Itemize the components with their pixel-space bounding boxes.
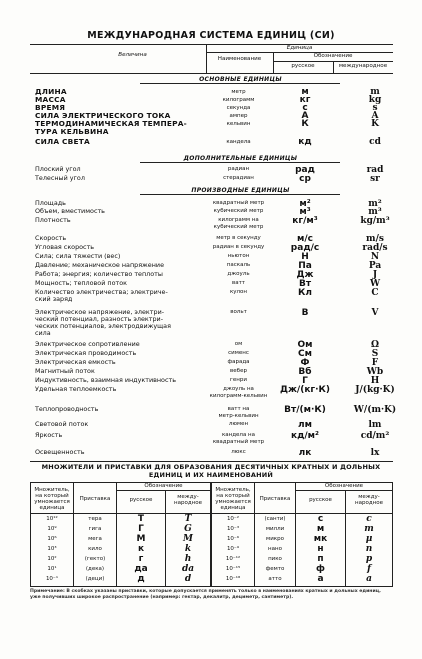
prefix-name: тера: [88, 516, 102, 522]
unit-symbol-russian: Па: [298, 261, 312, 271]
unit-name: секунда: [226, 105, 251, 111]
unit-name: кубический метр: [213, 208, 264, 214]
col-prefix-header: Приставка: [79, 496, 111, 502]
col-designation-header: Обозначение: [324, 483, 364, 489]
quantity-label: Теплопроводность: [35, 405, 99, 413]
table-bottom-border: [30, 461, 393, 462]
unit-name: сименс: [228, 350, 249, 356]
unit-symbol-russian: кг: [299, 95, 311, 105]
unit-name: килограмм на кубический метр: [213, 217, 264, 230]
multiplier-value: 10⁶: [47, 536, 57, 542]
quantity-label: Световой поток: [35, 420, 89, 428]
unit-name: ньютон: [227, 253, 250, 259]
multiplier-value: 10⁻¹²: [225, 556, 241, 562]
prefix-symbol-russian: а: [317, 574, 324, 584]
prefix-symbol-russian: с: [317, 514, 324, 524]
multiplier-value: 10⁻¹⁵: [225, 566, 241, 572]
unit-name: килограмм: [222, 97, 255, 103]
prefix-symbol-international: m: [364, 524, 374, 534]
unit-symbol-russian: Ф: [300, 358, 310, 368]
document-title: МЕЖДУНАРОДНАЯ СИСТЕМА ЕДИНИЦ (СИ): [87, 30, 335, 41]
prefix-name: (гекто): [84, 556, 106, 562]
multiplier-value: 10⁻⁶: [226, 536, 240, 542]
footnote: Примечание: В скобках указаны приставки, которые допускается применять только в наименованиях кратных и дольных единиц, уже получивших широкое распространение (например: гектар, декалитр, дециметр, сантиметр).: [30, 589, 381, 600]
quantity-label: Индуктивность, взаимная индуктивность: [35, 376, 176, 384]
unit-symbol-russian: лк: [298, 448, 312, 458]
unit-symbol-russian: Вб: [298, 367, 312, 377]
unit-symbol-international: K: [371, 119, 379, 129]
prefix-name: (деци): [85, 576, 105, 582]
quantity-label: Плоский угол: [35, 165, 81, 173]
unit-symbol-international: m/s: [366, 234, 384, 244]
unit-name: квадратный метр: [212, 200, 265, 206]
unit-symbol-international: J: [372, 270, 378, 280]
prefix-symbol-international: k: [184, 544, 192, 554]
prefix-symbol-international: f: [367, 564, 371, 574]
multipliers-header-bottom: [30, 513, 393, 514]
unit-name: ватт: [231, 280, 246, 286]
unit-symbol-russian: Г: [302, 376, 308, 386]
prefix-symbol-international: da: [181, 564, 195, 574]
unit-symbol-russian: м/с: [297, 234, 313, 244]
section-underline: [140, 194, 340, 195]
unit-symbol-international: V: [371, 308, 379, 318]
unit-symbol-international: J/(kg·K): [355, 385, 395, 395]
quantity-label: Электрическая емкость: [35, 358, 116, 366]
unit-name: ом: [234, 341, 243, 347]
multiplier-value: 10⁻³: [226, 526, 240, 532]
multipliers-title: МНОЖИТЕЛИ И ПРИСТАВКИ ДЛЯ ОБРАЗОВАНИЯ ДЕСЯТИЧНЫХ КРАТНЫХ И ДОЛЬНЫХ ЕДИНИЦ И ИХ НАИМЕНОВАНИЙ: [41, 463, 381, 479]
unit-symbol-international: Pa: [368, 261, 382, 271]
prefix-symbol-international: p: [365, 554, 373, 564]
unit-symbol-russian: В: [301, 308, 309, 318]
prefix-symbol-russian: мк: [313, 534, 328, 544]
unit-symbol-international: lm: [368, 420, 382, 430]
quantity-label: Объем, вместимость: [35, 207, 105, 215]
unit-symbol-russian: м²: [299, 199, 311, 209]
prefix-symbol-russian: Г: [138, 524, 144, 534]
unit-symbol-international: H: [370, 376, 380, 386]
prefix-symbol-russian: д: [137, 574, 145, 584]
prefix-symbol-russian: М: [136, 534, 146, 544]
prefix-name: мега: [88, 536, 102, 542]
unit-name: ватт на метр-кельвин: [218, 406, 259, 419]
unit-symbol-russian: лм: [298, 420, 312, 430]
unit-name: ампер: [229, 113, 248, 119]
header-russian: русское: [291, 63, 315, 69]
prefix-name: кило: [88, 546, 102, 552]
unit-symbol-international: cd/m²: [360, 431, 390, 441]
quantity-label: Освещенность: [35, 448, 85, 456]
unit-symbol-international: N: [370, 252, 380, 262]
row-divider: [295, 490, 392, 491]
prefix-symbol-international: h: [184, 554, 192, 564]
unit-name: кандела на квадратный метр: [212, 432, 265, 445]
quantity-label: Количество электричества; электриче- ский заряд: [35, 288, 168, 303]
unit-symbol-russian: Ом: [297, 340, 313, 350]
unit-symbol-russian: кг/м³: [292, 216, 318, 226]
unit-symbol-russian: А: [301, 111, 309, 121]
unit-symbol-russian: Дж/(кг·К): [279, 385, 331, 395]
unit-symbol-russian: м: [301, 87, 309, 97]
quantity-label: Давление; механическое напряжение: [35, 261, 165, 269]
prefix-symbol-international: c: [366, 514, 372, 524]
unit-name: вебер: [230, 368, 247, 374]
quantity-label: Плотность: [35, 216, 71, 224]
unit-symbol-russian: Дж: [296, 270, 314, 280]
quantity-label: СИЛА ЭЛЕКТРИЧЕСКОГО ТОКА: [35, 111, 171, 120]
unit-symbol-international: rad/s: [362, 243, 388, 253]
section-supplementary-units: ДОПОЛНИТЕЛЬНЫЕ ЕДИНИЦЫ: [183, 155, 298, 162]
col-international-header: между- народное: [174, 494, 202, 506]
col-divider: [392, 482, 393, 587]
prefix-name: нано: [268, 546, 282, 552]
multiplier-value: 10¹²: [46, 516, 58, 522]
quantity-label: Магнитный поток: [35, 367, 95, 375]
prefix-name: (санти): [264, 516, 286, 522]
prefix-symbol-international: T: [184, 514, 192, 524]
unit-symbol-russian: с: [302, 103, 308, 113]
col-prefix-header: Приставка: [259, 496, 291, 502]
multiplier-value: 10⁻¹⁸: [225, 576, 241, 582]
unit-name: кулон: [229, 289, 248, 295]
prefix-name: гига: [88, 526, 102, 532]
unit-symbol-russian: Н: [301, 252, 309, 262]
unit-name: стерадиан: [223, 175, 254, 181]
unit-name: фарада: [227, 359, 250, 365]
unit-name: метр в секунду: [216, 235, 261, 241]
header-unit-group: Единица: [286, 45, 313, 51]
unit-symbol-international: rad: [366, 165, 384, 175]
row-divider: [116, 490, 210, 491]
prefix-symbol-international: G: [184, 524, 192, 534]
header-name: Наименование: [217, 56, 262, 62]
unit-name: метр: [231, 89, 246, 95]
unit-name: вольт: [230, 309, 247, 315]
unit-name: радиан в секунду: [212, 244, 265, 250]
unit-symbol-russian: ср: [299, 174, 311, 184]
prefix-symbol-russian: н: [317, 544, 324, 554]
unit-symbol-international: A: [371, 111, 379, 121]
multiplier-value: 10²: [47, 556, 57, 562]
prefix-symbol-international: a: [366, 574, 372, 584]
unit-name: генри: [230, 377, 247, 383]
prefix-symbol-russian: м: [316, 524, 325, 534]
multiplier-value: 10⁻²: [226, 516, 240, 522]
unit-symbol-international: Ω: [370, 340, 379, 350]
header-bottom-border: [30, 73, 393, 74]
quantity-label: Яркость: [35, 431, 63, 439]
unit-name: джоуль: [227, 271, 250, 277]
unit-symbol-russian: рад/с: [290, 243, 320, 253]
quantity-label: ВРЕМЯ: [35, 103, 66, 112]
unit-symbol-russian: Кл: [298, 288, 312, 298]
unit-symbol-international: W: [369, 279, 381, 289]
unit-symbol-international: m²: [368, 199, 382, 209]
unit-name: джоуль на килограмм-кельвин: [209, 386, 268, 399]
unit-symbol-international: s: [372, 103, 378, 113]
unit-name: люмен: [228, 421, 249, 427]
unit-symbol-russian: кд: [298, 137, 312, 147]
quantity-label: Электрическая проводимость: [35, 349, 137, 357]
prefix-name: фемто: [265, 566, 285, 572]
quantity-label: Мощность; тепловой поток: [35, 279, 127, 287]
header-designation: Обозначение: [313, 53, 353, 59]
col-multiplier-header: Множитель, на который умножается единица: [34, 487, 70, 511]
prefix-symbol-russian: да: [134, 564, 148, 574]
prefix-symbol-international: n: [365, 544, 373, 554]
col-multiplier-header: Множитель, на который умножается единица: [215, 487, 251, 511]
quantity-label: ТЕРМОДИНАМИЧЕСКАЯ ТЕМПЕРА- ТУРА КЕЛЬВИНА: [35, 119, 187, 136]
header-quantity: Величина: [118, 52, 147, 58]
unit-symbol-international: S: [371, 349, 379, 359]
unit-symbol-international: F: [371, 358, 379, 368]
section-basic-units: ОСНОВНЫЕ ЕДИНИЦЫ: [199, 76, 282, 83]
prefix-symbol-international: μ: [365, 534, 373, 544]
unit-symbol-international: kg/m³: [360, 216, 390, 226]
prefix-name: (дека): [85, 566, 105, 572]
quantity-label: Скорость: [35, 234, 67, 242]
quantity-label: ДЛИНА: [35, 87, 67, 96]
prefix-symbol-russian: Т: [137, 514, 145, 524]
unit-symbol-russian: Вт: [298, 279, 312, 289]
quantity-label: Телесный угол: [35, 174, 85, 182]
unit-name: радиан: [227, 166, 250, 172]
col-designation-header: Обозначение: [144, 483, 183, 489]
unit-symbol-international: sr: [370, 174, 380, 184]
prefix-name: пико: [268, 556, 282, 562]
multiplier-value: 10⁹: [47, 526, 57, 532]
prefix-name: милли: [265, 526, 285, 532]
unit-symbol-russian: кд/м²: [291, 431, 319, 441]
prefix-name: микро: [266, 536, 284, 542]
col-international-header: между- народное: [355, 494, 383, 506]
unit-symbol-international: cd: [369, 137, 381, 147]
unit-symbol-international: m: [370, 87, 380, 97]
col-russian-header: русское: [309, 497, 332, 503]
prefix-symbol-international: M: [183, 534, 193, 544]
quantity-label: СИЛА СВЕТА: [35, 137, 90, 146]
quantity-label: Удельная теплоемкость: [35, 385, 117, 393]
unit-name: паскаль: [226, 262, 251, 268]
unit-symbol-international: lx: [370, 448, 380, 458]
header-international: международное: [338, 63, 388, 69]
prefix-name: атто: [268, 576, 282, 582]
multiplier-value: 10¹: [47, 566, 57, 572]
quantity-label: МАССА: [35, 95, 66, 104]
unit-name: кельвин: [226, 121, 251, 127]
prefix-symbol-russian: к: [137, 544, 145, 554]
unit-symbol-international: kg: [368, 95, 382, 105]
unit-symbol-russian: м³: [299, 207, 311, 217]
col-russian-header: русское: [129, 497, 153, 503]
unit-name: люкс: [231, 449, 246, 455]
unit-symbol-russian: К: [301, 119, 309, 129]
unit-symbol-russian: См: [298, 349, 312, 359]
unit-symbol-international: Wb: [366, 367, 384, 377]
unit-symbol-international: C: [371, 288, 379, 298]
unit-symbol-russian: рад: [295, 165, 315, 175]
section-underline: [140, 162, 340, 163]
unit-symbol-international: W/(m·K): [353, 405, 397, 415]
multiplier-value: 10³: [47, 546, 57, 552]
section-underline: [140, 83, 340, 84]
multiplier-value: 10⁻¹: [45, 576, 59, 582]
prefix-symbol-russian: п: [317, 554, 324, 564]
prefix-symbol-international: d: [184, 574, 192, 584]
multiplier-value: 10⁻⁹: [226, 546, 240, 552]
prefix-symbol-russian: г: [138, 554, 144, 564]
prefix-symbol-russian: ф: [316, 564, 325, 574]
unit-name: кандела: [226, 139, 251, 145]
quantity-label: Угловая скорость: [35, 243, 95, 251]
quantity-label: Электрическое напряжение, электри- ческий потенциал, разность электри- ческих потенциалов, электродвижущая сила: [35, 308, 171, 337]
unit-symbol-russian: Вт/(м·К): [284, 405, 326, 415]
unit-symbol-international: m³: [368, 207, 382, 217]
quantity-label: Сила; сила тяжести (вес): [35, 252, 121, 260]
quantity-label: Электрическое сопротивление: [35, 340, 140, 348]
section-derived-units: ПРОИЗВОДНЫЕ ЕДИНИЦЫ: [191, 187, 290, 194]
quantity-label: Площадь: [35, 199, 66, 207]
quantity-label: Работа; энергия; количество теплоты: [35, 270, 163, 278]
